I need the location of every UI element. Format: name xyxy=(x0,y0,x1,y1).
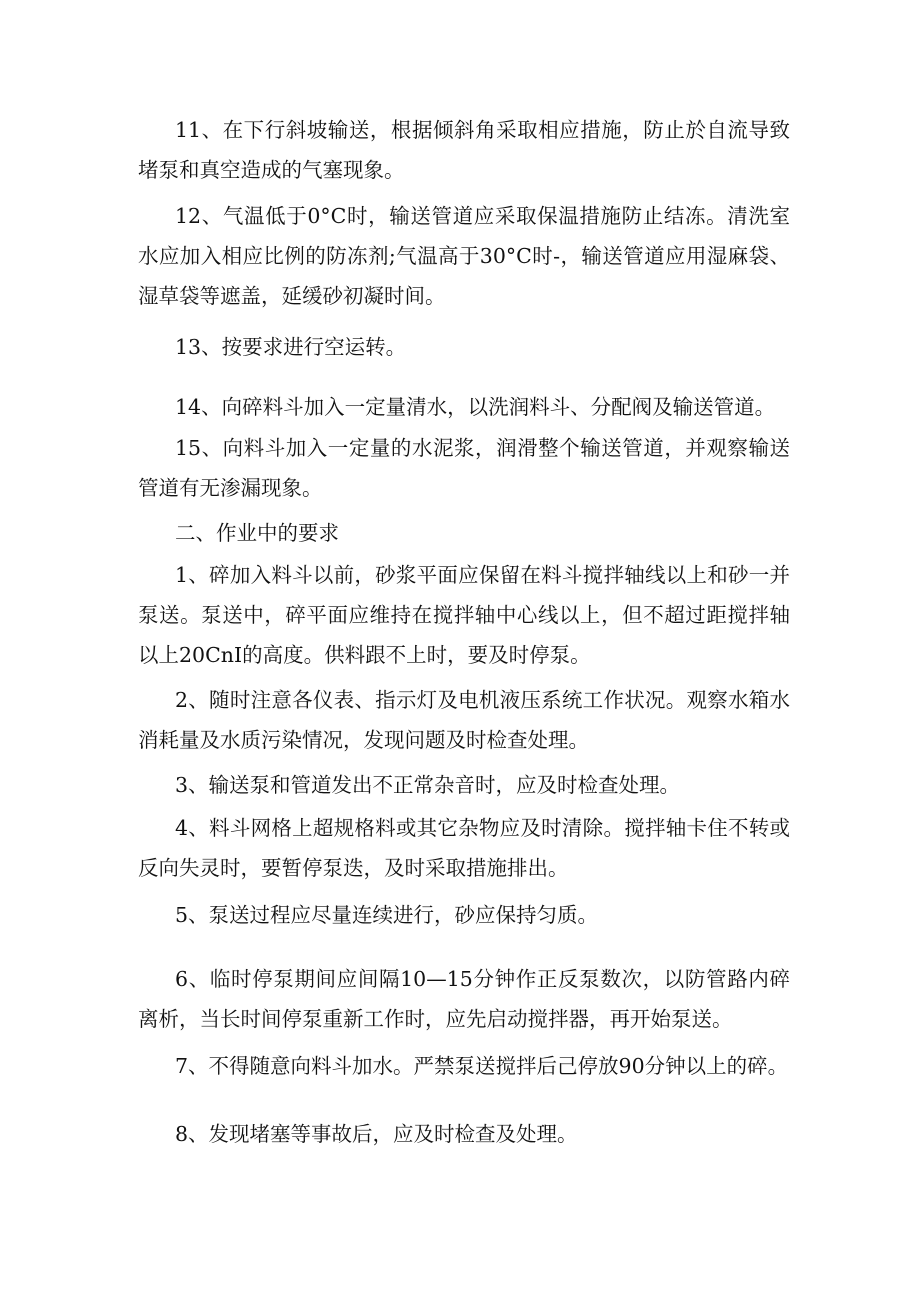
paragraph-item-11: 11、在下行斜坡输送，根据倾斜角采取相应措施，防止於自流导致堵泵和真空造成的气塞现象。 xyxy=(138,118,790,182)
paragraph-item-8: 8、发现堵塞等事故后，应及时检查及处理。 xyxy=(175,1122,578,1146)
section-heading: 二、作业中的要求 xyxy=(175,521,339,545)
paragraph-item-15: 15、向料斗加入一定量的水泥浆，润滑整个输送管道，并观察输送管道有无渗漏现象。 xyxy=(138,436,790,500)
paragraph-item-2: 2、随时注意各仪表、指示灯及电机液压系统工作状况。观察水箱水消耗量及水质污染情况，发现问题及时检查处理。 xyxy=(138,688,790,752)
paragraph-item-3: 3、输送泵和管道发出不正常杂音时，应及时检查处理。 xyxy=(175,773,681,797)
paragraph-item-12: 12、气温低于0°C时，输送管道应采取保温措施防止结冻。清洗室水应加入相应比例的防冻剂;气温高于30°C时-，输送管道应用湿麻袋、湿草袋等遮盖，延缓砂初凝时间。 xyxy=(138,204,790,308)
paragraph-item-6: 6、临时停泵期间应间隔10—15分钟作正反泵数次，以防管路内碎离析，当长时间停泵重新工作时，应先启动搅拌器，再开始泵送。 xyxy=(138,967,790,1031)
paragraph-item-13: 13、按要求进行空运转。 xyxy=(175,335,407,359)
paragraph-item-1: 1、碎加入料斗以前，砂浆平面应保留在料斗搅拌轴线以上和砂一并泵送。泵送中，碎平面应维持在搅拌轴中心线以上，但不超过距搅拌轴以上20CnI的高度。供料跟不上时，要及时停泵。 xyxy=(138,563,790,667)
paragraph-item-7: 7、不得随意向料斗加水。严禁泵送搅拌后己停放90分钟以上的碎。 xyxy=(175,1054,789,1078)
paragraph-item-14: 14、向碎料斗加入一定量清水，以洗润料斗、分配阀及输送管道。 xyxy=(175,395,776,419)
paragraph-item-4: 4、料斗网格上超规格料或其它杂物应及时清除。搅拌轴卡住不转或反向失灵时，要暂停泵迭，及时采取措施排出。 xyxy=(138,816,790,880)
paragraph-item-5: 5、泵送过程应尽量连续进行，砂应保持匀质。 xyxy=(175,903,599,927)
